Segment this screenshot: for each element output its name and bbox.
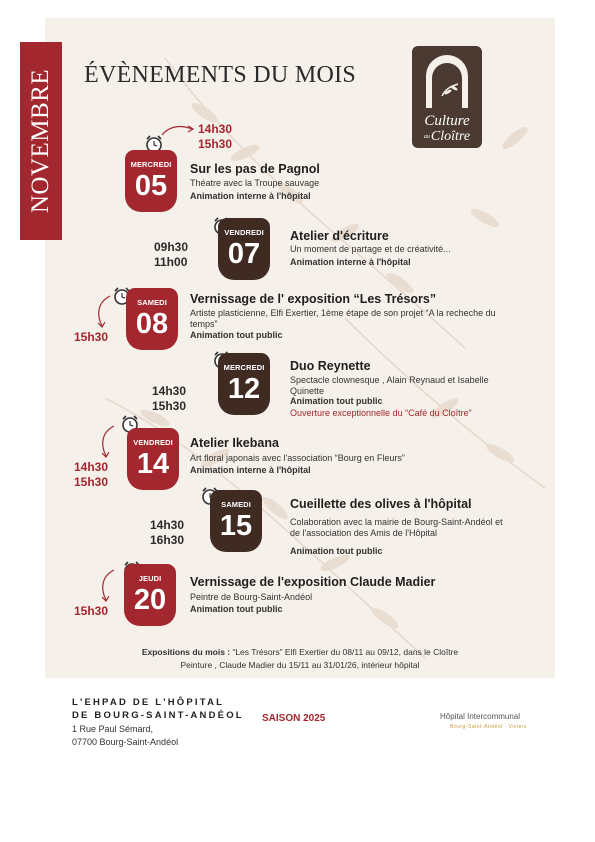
event-audience: Animation tout public xyxy=(190,330,283,340)
event-title: Atelier Ikebana xyxy=(190,436,279,450)
event-description: Artiste plasticienne, Elfi Exertier, 1ème étape de son projet “A la recheche du temps” xyxy=(190,308,496,329)
event-audience: Animation tout public xyxy=(190,604,283,614)
event-times: 14h30 15h30 xyxy=(152,384,187,413)
event-description: Colaboration avec la mairie de Bourg-Saint-Andéol et de l'association des Amis de l'Hôpital xyxy=(290,517,503,538)
event-times: 09h30 11h00 xyxy=(154,240,189,269)
event-date-badge: VENDREDI 07 xyxy=(218,218,270,280)
arrow-icon xyxy=(96,568,118,604)
event-title: Sur les pas de Pagnol xyxy=(190,162,320,176)
event-date-badge: JEUDI 20 xyxy=(124,564,176,626)
logo-text-culture: Culture xyxy=(424,113,470,129)
event-title: Vernissage de l' exposition “Les Trésors” xyxy=(190,292,437,306)
arrow-icon xyxy=(96,424,118,460)
month-band xyxy=(20,42,62,240)
event-date-badge: MERCREDI 05 xyxy=(125,150,177,212)
event-audience: Animation interne à l'hôpital xyxy=(190,191,311,201)
event-times: 14h30 15h30 xyxy=(74,460,109,489)
hopital-logo-text: Hôpital Intercommunal xyxy=(440,712,521,721)
event-title: Vernissage de l'exposition Claude Madier xyxy=(190,575,436,589)
event-extra-info: Ouverture exceptionnelle du “Café du Cloître” xyxy=(290,408,472,418)
event-date-badge: SAMEDI 08 xyxy=(126,288,178,350)
event-description: Spectacle clownesque , Alain Reynaud et Isabelle Quinette xyxy=(290,375,489,396)
event-title: Atelier d'écriture xyxy=(290,229,389,243)
hopital-logo-subtitle: Bourg-Saint-Andéol · Viviers xyxy=(450,724,527,730)
event-description: Art floral japonais avec l'association “Bourg en Fleurs” xyxy=(190,453,405,463)
event-date-badge: MERCREDI 12 xyxy=(218,353,270,415)
logo-text-cloitre: auCloître xyxy=(423,129,471,144)
event-date-badge: SAMEDI 15 xyxy=(210,490,262,552)
saison-label: SAISON 2025 xyxy=(262,713,326,724)
arrow-icon xyxy=(160,123,196,137)
event-audience: Animation interne à l'hôpital xyxy=(290,257,411,267)
event-audience: Animation interne à l'hôpital xyxy=(190,465,311,475)
event-times: 14h30 15h30 xyxy=(198,122,233,151)
event-description: Un moment de partage et de créativité... xyxy=(290,244,451,254)
event-description: Peintre de Bourg-Saint-Andéol xyxy=(190,592,313,602)
arrow-icon xyxy=(92,294,114,330)
event-description: Théatre avec la Troupe sauvage xyxy=(190,178,320,188)
page-title: ÉVÈNEMENTS DU MOIS xyxy=(84,62,357,88)
expositions-summary: Expositions du mois : “Les Trésors” Elfi Exertier du 08/11 au 09/12, dans le Cloître Peinture , Claude Madier du 15/11 au 31/01/26, intérieur hôpital xyxy=(141,647,459,670)
event-title: Duo Reynette xyxy=(290,359,371,373)
event-date-badge: VENDREDI 14 xyxy=(127,428,179,490)
footer-address-block: L'EHPAD DE L'HÔPITAL DE BOURG-SAINT-ANDÉOL 1 Rue Paul Sémard, 07700 Bourg-Saint-Andéol xyxy=(72,697,244,747)
event-times: 15h30 xyxy=(74,330,109,344)
event-title: Cueillette des olives à l'hôpital xyxy=(290,497,472,511)
event-times: 14h30 16h30 xyxy=(150,518,185,547)
event-audience: Animation tout public xyxy=(290,396,383,406)
month-label: NOVEMBRE xyxy=(27,68,55,214)
event-audience: Animation tout public xyxy=(290,546,383,556)
event-times: 15h30 xyxy=(74,604,109,618)
